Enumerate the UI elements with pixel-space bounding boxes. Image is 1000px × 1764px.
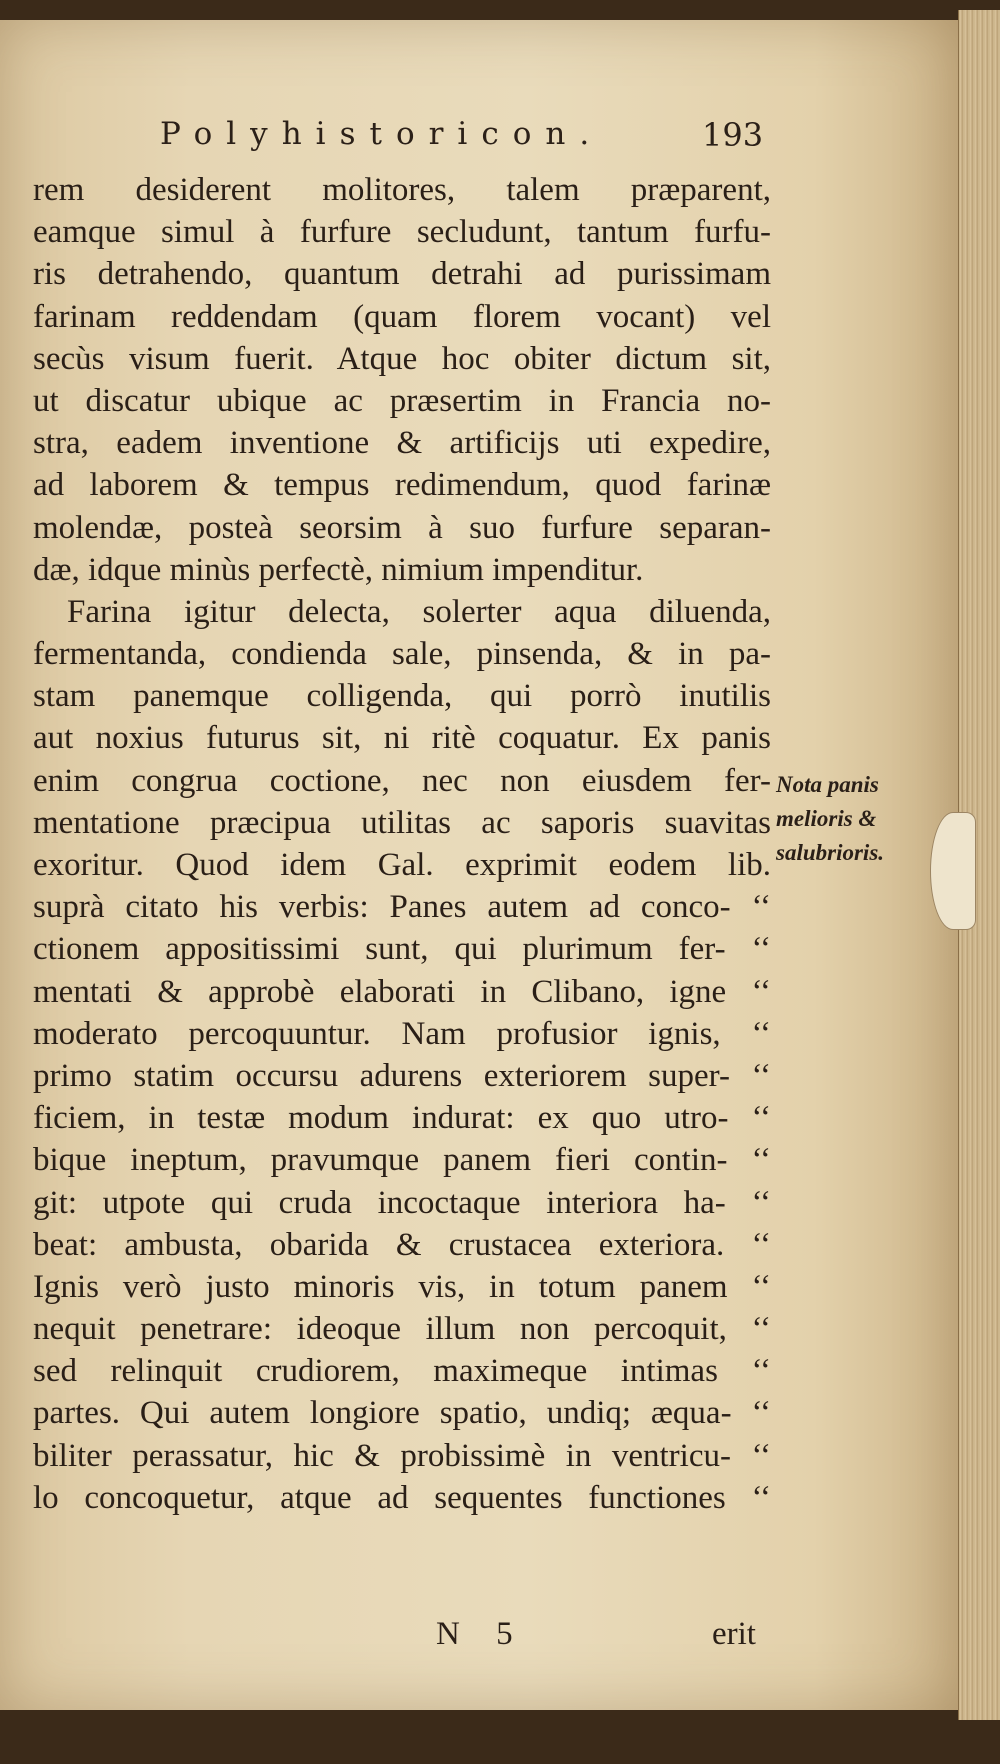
text-line: exoritur. Quod idem Gal. exprimit eodem lib. — [33, 847, 771, 883]
text-line: fermentanda, condienda sale, pinsenda, & in pa- — [33, 636, 771, 673]
text-line: mentati & approbè elaborati in Clibano, igne ‘‘ — [33, 973, 771, 1010]
text-line: ut discatur ubique ac præsertim in Francia no- — [33, 382, 771, 419]
text-line: Ignis verò justo minoris vis, in totum panem ‘‘ — [33, 1268, 771, 1305]
text-line: rem desiderent molitores, talem præparent, — [33, 172, 771, 208]
text-line: ficiem, in testæ modum indurat: ex quo utro- ‘‘ — [33, 1100, 771, 1137]
text-line: lo concoquetur, atque ad sequentes functiones ‘‘ — [33, 1479, 771, 1516]
text-line: biliter perassatur, hic & probissimè in ventricu- ‘‘ — [33, 1437, 771, 1474]
signature-mark: N 5 — [436, 1616, 527, 1652]
text-line: primo statim occursu adurens exteriorem super- ‘‘ — [33, 1057, 771, 1094]
text-line: partes. Qui autem longiore spatio, undiq; æqua- ‘‘ — [33, 1395, 771, 1432]
text-line: ad laborem & tempus redimendum, quod farinæ — [33, 467, 771, 504]
margin-note-line: salubrioris. — [776, 840, 885, 865]
text-line: suprà citato his verbis: Panes autem ad conco- ‘‘ — [33, 889, 771, 926]
text-line: beat: ambusta, obarida & crustacea exteriora. ‘‘ — [33, 1226, 771, 1263]
margin-note — [776, 768, 946, 870]
margin-note-line: Nota panis — [776, 772, 879, 797]
text-line: dæ, idque minùs perfectè, nimium impenditur. — [33, 551, 644, 588]
text-line: eamque simul à furfure secludunt, tantum furfu- — [33, 214, 771, 251]
text-line: stam panemque colligenda, qui porrò inutilis — [33, 678, 771, 715]
text-line: Farina igitur delecta, solerter aqua diluenda, — [67, 593, 771, 630]
running-title: Polyhistoricon. — [160, 116, 604, 152]
page-number: 193 — [702, 116, 764, 154]
text-line: aut noxius futurus sit, ni ritè coquatur. Ex panis — [33, 720, 771, 757]
margin-note-line: melioris & — [776, 806, 877, 831]
text-line: bique ineptum, pravumque panem fieri contin- ‘‘ — [33, 1142, 771, 1179]
page-footer — [0, 1616, 958, 1656]
text-line: nequit penetrare: ideoque illum non percoquit, ‘‘ — [33, 1311, 771, 1348]
page-header — [0, 116, 958, 162]
main-text — [33, 169, 771, 1519]
catchword: erit — [712, 1616, 756, 1652]
text-line: ctionem appositissimi sunt, qui plurimum fer- ‘‘ — [33, 931, 771, 968]
text-line: git: utpote qui cruda incoctaque interiora ha- ‘‘ — [33, 1184, 771, 1221]
text-line: sed relinquit crudiorem, maximeque intimas ‘‘ — [33, 1353, 771, 1390]
text-line: stra, eadem inventione & artificijs uti expedire, — [33, 425, 771, 462]
text-line: ris detrahendo, quantum detrahi ad purissimam — [33, 256, 771, 293]
text-line: farinam reddendam (quam florem vocant) vel — [33, 298, 771, 335]
text-line: secùs visum fuerit. Atque hoc obiter dictum sit, — [33, 340, 771, 377]
text-line: mentatione præcipua utilitas ac saporis suavitas — [33, 804, 771, 841]
text-line: molendæ, posteà seorsim à suo furfure separan- — [33, 509, 771, 546]
text-line: moderato percoquuntur. Nam profusior ignis, ‘‘ — [33, 1015, 771, 1052]
text-line: enim congrua coctione, nec non eiusdem fer- — [33, 762, 771, 799]
